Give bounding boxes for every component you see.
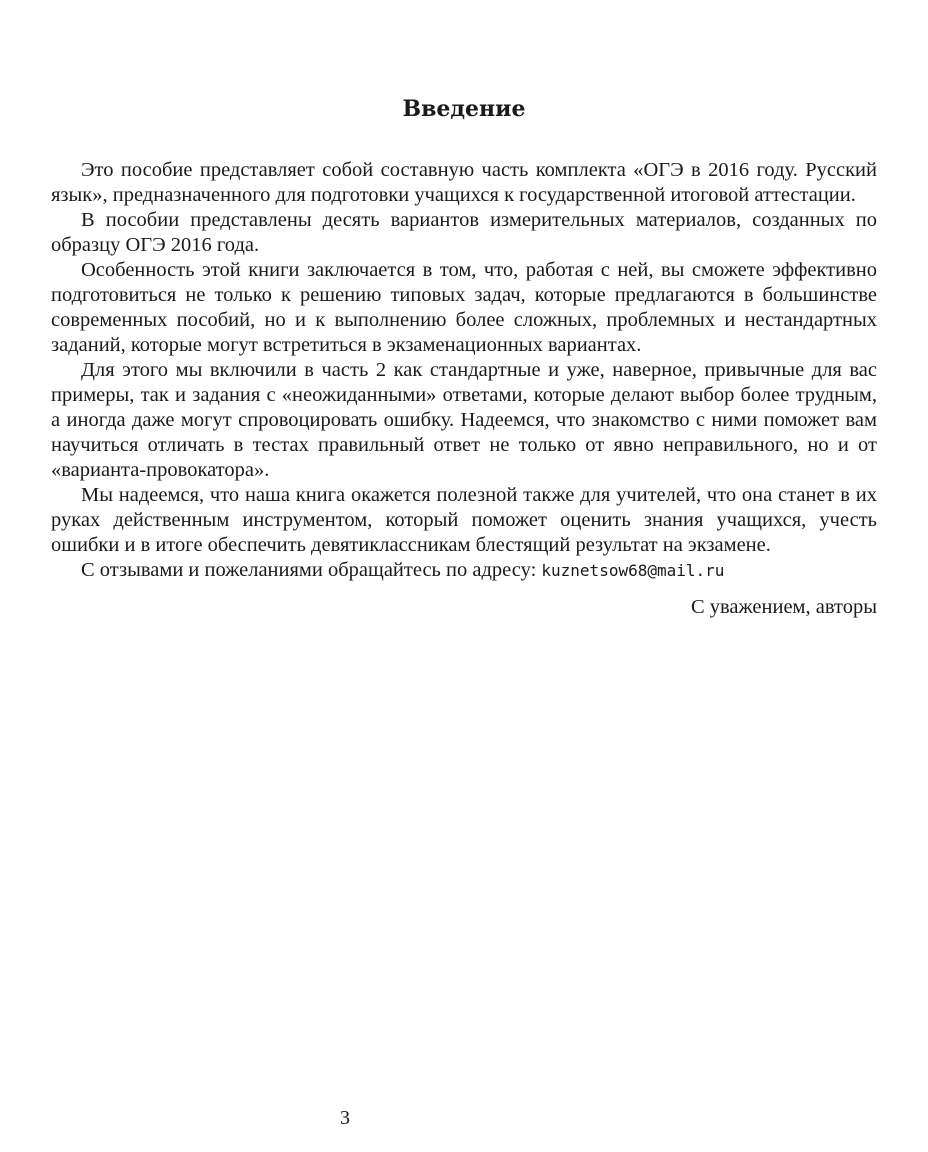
paragraph: Это пособие представляет собой составную часть комплекта «ОГЭ в 2016 году. Русский язык», предназначенного для подготовки учащихся к государственной итоговой аттестации. [51,159,877,206]
paragraph: Особенность этой книги заключается в том, что, работая с ней, вы сможете эффективно подготовиться не только к решению типовых задач, которые предлагаются в большинстве современных пособий, но и к выполнению более сложных, проблемных и нестандартных заданий, которые могут встретиться в экзаменационных вариантах. [51,259,877,356]
email-address: kuznetsow68@mail.ru [541,561,725,580]
contact-paragraph [51,558,877,583]
signature: С уважением, авторы [690,596,877,618]
page-title: Введение [402,96,526,122]
paragraph: В пособии представлены десять вариантов измерительных материалов, созданных по образцу ОГЭ 2016 года. [51,209,877,256]
contact-text: С отзывами и пожеланиями обращайтесь по адресу: [81,559,537,581]
paragraph: Мы надеемся, что наша книга окажется полезной также для учителей, что она станет в их руках действенным инструментом, который поможет оценить знания учащихся, учесть ошибки и в итоге обеспечить девятиклассникам блестящий результат на экзамене. [51,484,877,556]
body-text [51,158,877,583]
page-content [51,94,877,620]
page-number: 3 [340,1107,350,1129]
paragraph: Для этого мы включили в часть 2 как стандартные и уже, наверное, привычные для вас примеры, так и задания с «неожиданными» ответами, которые делают выбор более трудным, а иногда даже могут спровоцировать ошибку. Надеемся, что знакомство с ними поможет вам научиться отличать в тестах правильный ответ не только от явно неправильного, но и от «варианта-провокатора». [51,359,877,481]
